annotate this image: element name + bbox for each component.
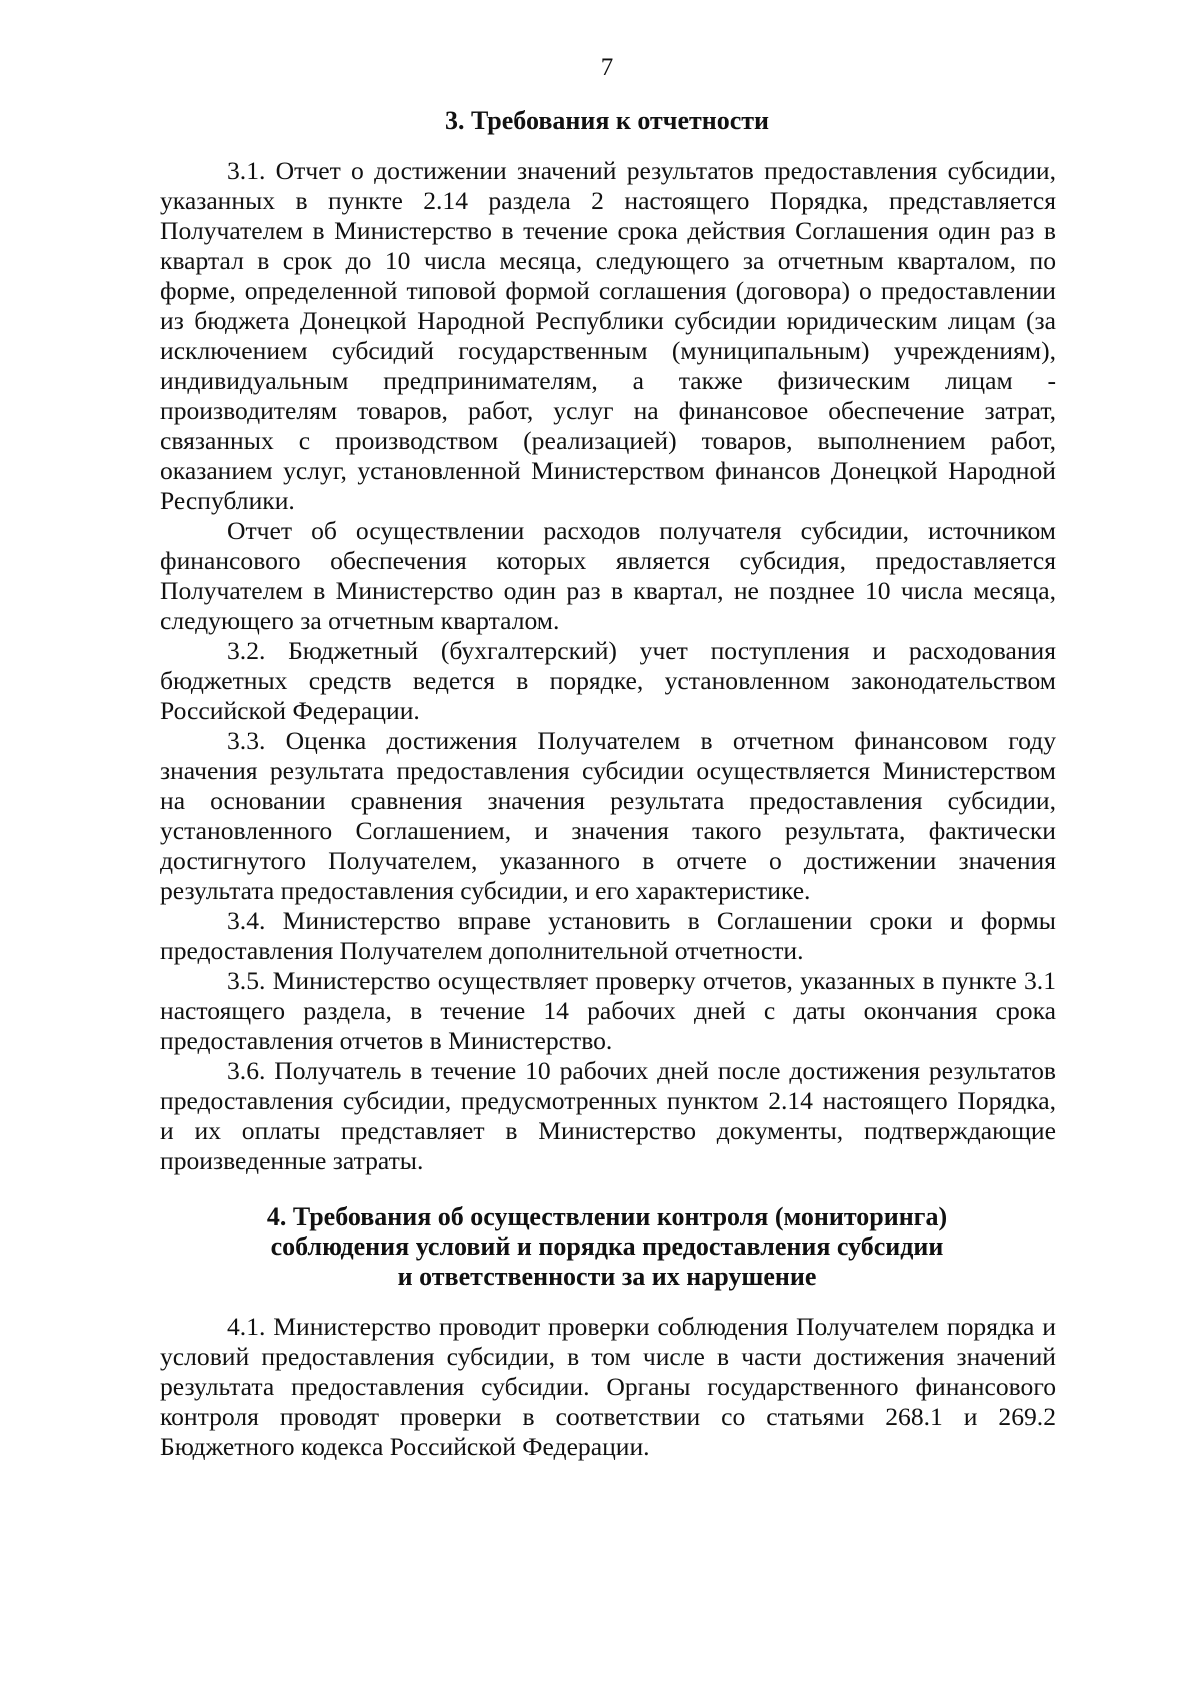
paragraph-3-1-expenses: Отчет об осуществлении расходов получателя субсидии, источником финансового обеспечения которых является субсидия, предоставляется Получателем в Министерство один раз в квартал, не позднее 10 числа месяца, следующего за отчетным кварталом. <box>160 516 1056 635</box>
section-3-heading <box>160 106 1054 136</box>
paragraph-3-6: 3.6. Получатель в течение 10 рабочих дней после достижения результатов предоставления субсидии, предусмотренных пунктом 2.14 настоящего Порядка, и их оплаты представляет в Министерство документы, подтверждающие произведенные затраты. <box>160 1056 1056 1175</box>
paragraph-3-3: 3.3. Оценка достижения Получателем в отчетном финансовом году значения результата предоставления субсидии осуществляется Министерством на основании сравнения значения результата предоставления субсидии, установленного Соглашением, и значения такого результата, фактически достигнутого Получателем, указанного в отчете о достижении значения результата предоставления субсидии, и его характеристике. <box>160 726 1056 905</box>
section-3-body <box>160 156 1056 1176</box>
section-4-title-line-2: соблюдения условий и порядка предоставления субсидии <box>270 1232 944 1261</box>
paragraph-3-4: 3.4. Министерство вправе установить в Соглашении сроки и формы предоставления Получателем дополнительной отчетности. <box>160 906 1056 965</box>
paragraph-4-1: 4.1. Министерство проводит проверки соблюдения Получателем порядка и условий предоставления субсидии, в том числе в части достижения значений результата предоставления субсидии. Органы государственного финансового контроля проводят проверки в соответствии со статьями 268.1 и 269.2 Бюджетного кодекса Российской Федерации. <box>160 1312 1056 1461</box>
paragraph-3-2: 3.2. Бюджетный (бухгалтерский) учет поступления и расходования бюджетных средств ведется в порядке, установленном законодательством Российской Федерации. <box>160 636 1056 725</box>
paragraph-3-5: 3.5. Министерство осуществляет проверку отчетов, указанных в пункте 3.1 настоящего раздела, в течение 14 рабочих дней с даты окончания срока предоставления отчетов в Министерство. <box>160 966 1056 1055</box>
paragraph-3-1: 3.1. Отчет о достижении значений результатов предоставления субсидии, указанных в пункте 2.14 раздела 2 настоящего Порядка, представляется Получателем в Министерство в течение срока действия Соглашения один раз в квартал в срок до 10 числа месяца, следующего за отчетным кварталом, по форме, определенной типовой формой соглашения (договора) о предоставлении из бюджета Донецкой Народной Республики субсидии юридическим лицам (за исключением субсидий государственным (муниципальным) учреждениям), индивидуальным предпринимателям, а также физическим лицам - производителям товаров, работ, услуг на финансовое обеспечение затрат, связанных с производством (реализацией) товаров, выполнением работ, оказанием услуг, установленной Министерством финансов Донецкой Народной Республики. <box>160 156 1056 515</box>
page-number: 7 <box>600 54 614 81</box>
section-4-body <box>160 1312 1056 1462</box>
section-4-title-line-3: и ответственности за их нарушение <box>397 1262 817 1291</box>
section-4-title-line-1: 4. Требования об осуществлении контроля (мониторинга) <box>266 1202 948 1231</box>
section-3-title: 3. Требования к отчетности <box>444 106 770 135</box>
section-4-heading <box>160 1202 1054 1292</box>
